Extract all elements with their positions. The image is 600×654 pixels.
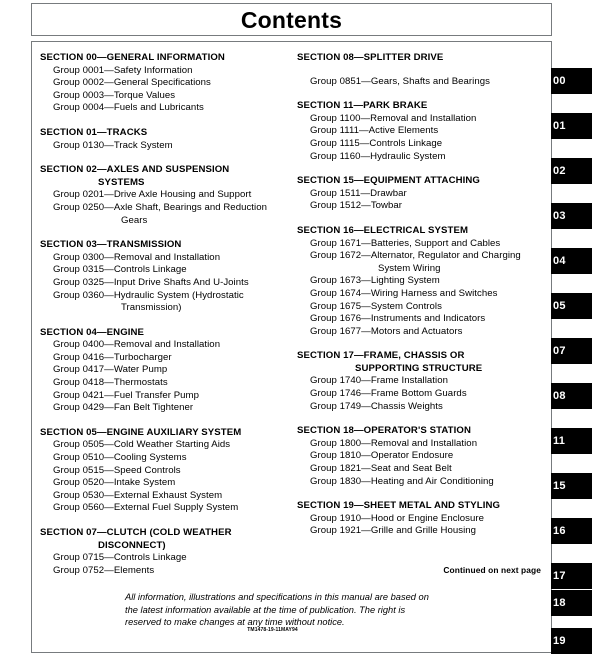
group-entry[interactable]: Group 1810—Operator Endosure [310,450,454,462]
group-entry[interactable]: Group 0130—Track System [53,139,173,151]
group-entry[interactable]: Group 1512—Towbar [310,200,403,212]
group-entry[interactable]: Group 0560—External Fuel Supply System [53,502,239,514]
group-entry[interactable]: Group 1674—Wiring Harness and Switches [310,287,498,299]
section-tab-18[interactable]: 18 [551,590,592,616]
contents-section [40,164,290,227]
group-entry[interactable]: Group 1675—System Controls [310,300,442,312]
group-entry[interactable]: Group 0250—Axle Shaft, Bearings and Reduction Gears [40,202,290,227]
group-entry[interactable]: Group 1800—Removal and Installation [310,437,478,449]
contents-section [40,239,290,315]
group-entry[interactable]: Group 0530—External Exhaust System [53,489,223,501]
group-entry[interactable]: Group 1740—Frame Installation [310,375,448,387]
section-heading: SECTION 19—SHEET METAL AND STYLING [297,500,501,512]
group-entry[interactable]: Group 1673—Lighting System [310,275,440,287]
section-heading: SECTION 05—ENGINE AUXILIARY SYSTEM [40,426,242,438]
group-entry[interactable]: Group 1160—Hydraulic System [310,150,446,162]
group-entry[interactable]: Group 0400—Removal and Installation [53,339,221,351]
contents-section [297,350,545,413]
page-title: Contents [240,7,343,33]
contents-column-right [297,52,545,538]
disclaimer-text [125,591,465,629]
section-heading: SECTION 16—ELECTRICAL SYSTEM [297,224,469,236]
section-tab-02[interactable]: 02 [551,158,592,184]
section-tab-15[interactable]: 15 [551,473,592,499]
disclaimer-line: All information, illustrations and specifications in this manual are based on [125,592,429,602]
contents-section [40,52,290,115]
group-entry[interactable]: Group 0429—Fan Belt Tightener [53,402,194,414]
group-entry[interactable]: Group 0315—Controls Linkage [53,264,187,276]
group-entry[interactable]: Group 0515—Speed Controls [53,464,181,476]
group-entry[interactable]: Group 1746—Frame Bottom Guards [310,388,467,400]
group-entry[interactable]: Group 1111—Active Elements [310,125,439,137]
contents-section [40,127,290,152]
contents-section [297,52,545,88]
group-entry[interactable]: Group 1749—Chassis Weights [310,400,443,412]
continued-note: Continued on next page [443,565,541,575]
section-heading: SECTION 07—CLUTCH (COLD WEATHER DISCONNECT) [40,527,290,552]
section-heading: SECTION 11—PARK BRAKE [297,100,428,112]
group-entry[interactable]: Group 1672—Alternator, Regulator and Charging System Wiring [297,250,545,275]
section-heading-continuation: SUPPORTING STRUCTURE [355,362,483,374]
contents-section [297,225,545,338]
group-entry[interactable]: Group 1671—Batteries, Support and Cables [310,237,501,249]
section-tab-16[interactable]: 16 [551,518,592,544]
section-tab-11[interactable]: 11 [551,428,592,454]
section-tab-00[interactable]: 00 [551,68,592,94]
disclaimer-line: reserved to make changes at any time without notice. [125,617,345,628]
group-entry-continuation: System Wiring [378,262,441,274]
group-entry[interactable]: Group 1676—Instruments and Indicators [310,313,486,325]
contents-section [40,327,290,415]
section-heading-continuation: SYSTEMS [98,176,145,188]
contents-section [297,500,545,538]
section-heading-continuation: DISCONNECT) [98,539,166,551]
section-tab-08[interactable]: 08 [551,383,592,409]
contents-column-left [40,52,290,577]
group-entry[interactable]: Group 0416—Turbocharger [53,351,172,363]
page-title-box [31,3,552,36]
section-heading: SECTION 15—EQUIPMENT ATTACHING [297,175,480,187]
group-entry[interactable]: Group 1921—Grille and Grille Housing [310,525,477,537]
section-heading: SECTION 18—OPERATOR'S STATION [297,425,471,437]
contents-section [297,100,545,163]
contents-section [297,175,545,213]
disclaimer-line: the latest information available at the time of publication. The right is [125,604,406,615]
section-tab-07[interactable]: 07 [551,338,592,364]
section-heading: SECTION 01—TRACKS [40,126,148,138]
contents-section [40,527,290,577]
group-entry-continuation: Gears [121,214,148,226]
contents-section [297,425,545,488]
group-entry[interactable]: Group 0752—Elements [53,564,155,576]
contents-section [40,427,290,515]
group-entry[interactable]: Group 0418—Thermostats [53,377,168,389]
group-entry[interactable]: Group 0325—Input Drive Shafts And U-Joints [53,276,249,288]
section-tab-04[interactable]: 04 [551,248,592,274]
group-entry[interactable]: Group 0001—Safety Information [53,64,193,76]
section-tab-strip [551,0,600,645]
group-entry[interactable]: Group 0201—Drive Axle Housing and Support [53,189,252,201]
group-entry[interactable]: Group 1100—Removal and Installation [310,112,477,124]
section-tab-05[interactable]: 05 [551,293,592,319]
group-entry[interactable]: Group 0851—Gears, Shafts and Bearings [310,75,490,87]
group-entry[interactable]: Group 0300—Removal and Installation [53,251,221,263]
contents-columns [32,42,551,652]
group-entry[interactable]: Group 1821—Seat and Seat Belt [310,463,452,475]
section-heading: SECTION 03—TRANSMISSION [40,239,182,251]
group-entry[interactable]: Group 1677—Motors and Actuators [310,325,463,337]
group-entry[interactable]: Group 1910—Hood or Engine Enclosure [310,512,485,524]
group-entry[interactable]: Group 0002—General Specifications [53,77,211,89]
group-entry[interactable]: Group 0417—Water Pump [53,364,168,376]
group-entry-continuation: Transmission) [121,302,182,314]
group-entry[interactable]: Group 1115—Controls Linkage [310,137,443,149]
section-heading: SECTION 02—AXLES AND SUSPENSION SYSTEMS [40,164,290,189]
group-entry[interactable]: Group 0360—Hydraulic System (Hydrostatic Transmission) [40,290,290,315]
group-entry[interactable]: Group 0004—Fuels and Lubricants [53,102,204,114]
group-entry[interactable]: Group 0520—Intake System [53,477,176,489]
section-heading: SECTION 17—FRAME, CHASSIS OR SUPPORTING STRUCTURE [297,350,545,375]
section-heading: SECTION 08—SPLITTER DRIVE [297,52,444,63]
group-entry[interactable]: Group 0505—Cold Weather Starting Aids [53,439,231,451]
group-entry[interactable]: Group 0510—Cooling Systems [53,452,187,464]
section-tab-03[interactable]: 03 [551,203,592,229]
section-heading: SECTION 04—ENGINE [40,326,145,338]
section-tab-01[interactable]: 01 [551,113,592,139]
group-entry[interactable]: Group 0003—Torque Values [53,89,176,101]
group-entry[interactable]: Group 1511—Drawbar [310,187,407,199]
group-entry[interactable]: Group 0421—Fuel Transfer Pump [53,389,199,401]
group-entry[interactable]: Group 0715—Controls Linkage [53,552,187,564]
document-code: TM1478-19-11MAY94 [247,627,298,633]
section-heading: SECTION 00—GENERAL INFORMATION [40,52,225,63]
group-entry[interactable]: Group 1830—Heating and Air Conditioning [310,475,494,487]
section-tab-17[interactable]: 17 [551,563,592,589]
contents-body [31,41,552,653]
section-tab-19[interactable]: 19 [551,628,592,654]
